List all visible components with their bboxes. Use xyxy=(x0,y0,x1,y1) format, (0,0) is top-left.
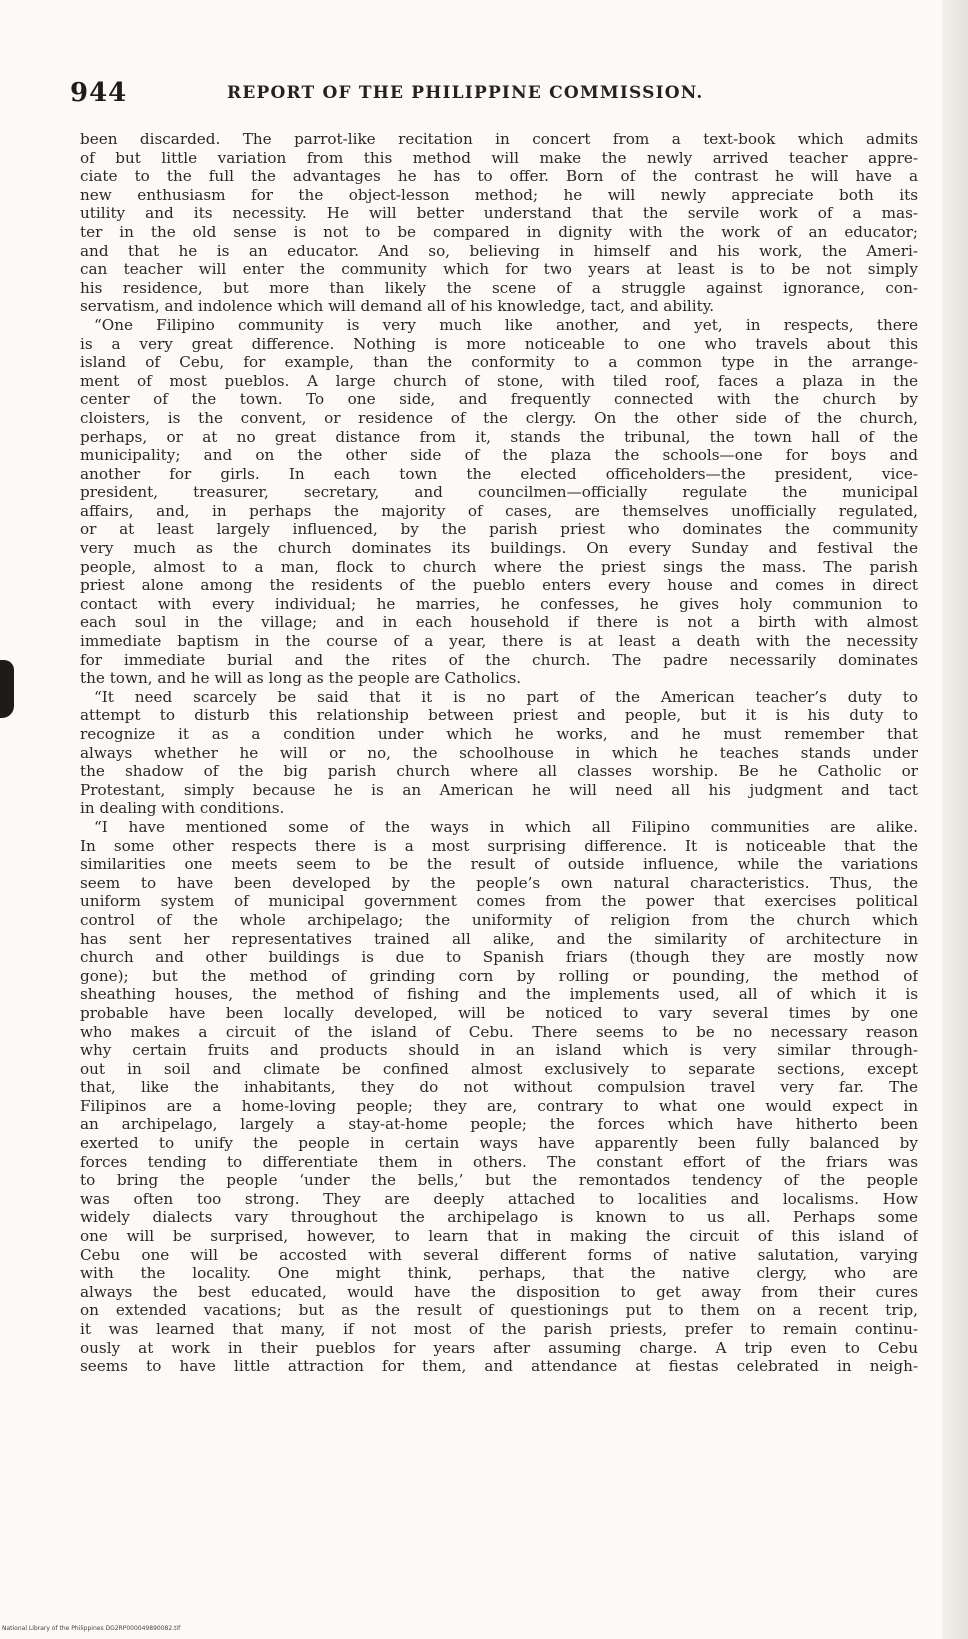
text-line: recognize it as a condition under which he works, and he must remember that xyxy=(80,725,918,743)
text-line: one will be surprised, however, to learn that in making the circuit of this island of xyxy=(80,1227,918,1246)
text-line: ciate to the full the advantages he has to offer. Born of the contrast he will have a xyxy=(80,167,918,186)
text-line: affairs, and, in perhaps the majority of cases, are themselves unofficially regulated, xyxy=(80,501,918,520)
text-line: been discarded. The parrot-like recitation in concert from a text-book which admits xyxy=(80,130,918,148)
text-line: for immediate burial and the rites of the church. The padre necessarily dominates xyxy=(80,650,918,669)
text-line: utility and its necessity. He will better understand that the servile work of a mas- xyxy=(80,204,918,223)
text-line: on extended vacations; but as the result of questionings put to them on a recent trip, xyxy=(80,1301,918,1320)
text-line: servatism, and indolence which will demand all of his knowledge, tact, and ability. xyxy=(80,297,715,316)
text-line: exerted to unify the people in certain ways have apparently been fully balanced by xyxy=(80,1134,918,1153)
text-line: was often too strong. They are deeply attached to localities and localisms. How xyxy=(80,1189,918,1208)
text-line: In some other respects there is a most surprising difference. It is noticeable that the xyxy=(80,836,918,855)
running-head-title: REPORT OF THE PHILIPPINE COMMISSION. xyxy=(227,83,704,103)
text-line: immediate baptism in the course of a year, there is at least a death with the necessity xyxy=(80,632,918,651)
text-line: out in soil and climate be confined almost exclusively to separate sections, except xyxy=(80,1059,918,1078)
text-line: president, treasurer, secretary, and councilmen—officially regulate the municipal xyxy=(80,483,918,502)
text-line: priest alone among the residents of the pueblo enters every house and comes in direct xyxy=(80,576,918,595)
page-number: 944 xyxy=(70,78,128,108)
text-line: “I have mentioned some of the ways in which all Filipino communities are alike. xyxy=(94,817,918,836)
text-line: ter in the old sense is not to be compared in dignity with the work of an educator; xyxy=(80,222,918,241)
text-line: or at least largely influenced, by the parish priest who dominates the community xyxy=(80,520,918,539)
text-line: each soul in the village; and in each household if there is not a birth with almost xyxy=(80,613,918,632)
text-line: Filipinos are a home-loving people; they are, contrary to what one would expect in xyxy=(80,1096,918,1115)
text-line: with the locality. One might think, perhaps, that the native clergy, who are xyxy=(80,1264,918,1283)
text-line: always whether he will or no, the schoolhouse in which he teaches stands under xyxy=(80,743,918,762)
text-line: new enthusiasm for the object-lesson method; he will newly appreciate both its xyxy=(80,185,918,204)
text-line: is a very great difference. Nothing is more noticeable to one who travels about this xyxy=(80,334,918,353)
text-line: and that he is an educator. And so, believing in himself and his work, the Ameri- xyxy=(80,241,918,260)
text-line: gone); but the method of grinding corn by rolling or pounding, the method of xyxy=(80,966,918,985)
text-line: seems to have little attraction for them, and attendance at fiestas celebrated in neigh- xyxy=(80,1357,918,1376)
text-line: Cebu one will be accosted with several different forms of native salutation, varying xyxy=(80,1245,918,1264)
text-line: another for girls. In each town the elected officeholders—the president, vice- xyxy=(80,464,918,483)
text-line: similarities one meets seem to be the result of outside influence, while the variations xyxy=(80,855,918,874)
text-line: it was learned that many, if not most of the parish priests, prefer to remain continu- xyxy=(80,1320,918,1338)
text-line: cloisters, is the convent, or residence of the clergy. On the other side of the church, xyxy=(80,408,918,427)
page-edge-shadow xyxy=(942,0,968,1639)
text-line: his residence, but more than likely the scene of a struggle against ignorance, con- xyxy=(80,278,918,297)
text-line: contact with every individual; he marries, he confesses, he gives holy communion to xyxy=(80,594,918,613)
text-line: has sent her representatives trained all alike, and the similarity of architecture in xyxy=(80,929,918,948)
text-line: who makes a circuit of the island of Cebu. There seems to be no necessary reason xyxy=(80,1022,918,1041)
text-line: can teacher will enter the community which for two years at least is to be not simply xyxy=(80,260,918,279)
text-line: an archipelago, largely a stay-at-home people; the forces which have hitherto been xyxy=(80,1115,918,1134)
text-line: sheathing houses, the method of fishing and the implements used, all of which it is xyxy=(80,985,918,1004)
text-line: of but little variation from this method will make the newly arrived teacher appre- xyxy=(80,148,918,167)
text-line: why certain fruits and products should in an island which is very similar through- xyxy=(80,1041,918,1060)
text-line: center of the town. To one side, and frequently connected with the church by xyxy=(80,390,918,409)
ink-blot-mark xyxy=(0,660,14,718)
text-line: forces tending to differentiate them in others. The constant effort of the friars was xyxy=(80,1152,918,1171)
text-line: “One Filipino community is very much like another, and yet, in respects, there xyxy=(94,315,918,334)
text-line: uniform system of municipal government comes from the power that exercises political xyxy=(80,892,918,911)
text-line: island of Cebu, for example, than the conformity to a common type in the arrange- xyxy=(80,353,918,372)
text-line: in dealing with conditions. xyxy=(80,799,285,818)
text-line: probable have been locally developed, will be noticed to vary several times by one xyxy=(80,1003,918,1022)
text-line: municipality; and on the other side of the plaza the schools—one for boys and xyxy=(80,446,918,465)
scan-footer-credit: National Library of the Philippines DG2RP000049890082.tif xyxy=(2,1625,181,1632)
text-line: people, almost to a man, flock to church where the priest sings the mass. The parish xyxy=(80,557,918,576)
text-line: that, like the inhabitants, they do not without compulsion travel very far. The xyxy=(80,1078,918,1097)
text-line: the shadow of the big parish church where all classes worship. Be he Catholic or xyxy=(80,762,918,781)
text-line: seem to have been developed by the people’s own natural characteristics. Thus, the xyxy=(80,873,918,892)
text-line: the town, and he will as long as the people are Catholics. xyxy=(80,669,522,688)
page-header xyxy=(64,72,924,112)
text-line: perhaps, or at no great distance from it, stands the tribunal, the town hall of the xyxy=(80,427,918,446)
text-line: church and other buildings is due to Spanish friars (though they are mostly now xyxy=(80,948,918,967)
text-line: Protestant, simply because he is an American he will need all his judgment and tact xyxy=(80,780,918,799)
text-line: to bring the people ‘under the bells,’ but the remontados tendency of the people xyxy=(80,1171,918,1190)
body-text xyxy=(80,130,918,1376)
text-line: ously at work in their pueblos for years after assuming charge. A trip even to Cebu xyxy=(80,1338,918,1357)
text-line: widely dialects vary throughout the archipelago is known to us all. Perhaps some xyxy=(80,1208,918,1227)
text-line: control of the whole archipelago; the uniformity of religion from the church which xyxy=(80,910,918,929)
text-line: very much as the church dominates its buildings. On every Sunday and festival the xyxy=(80,539,918,558)
text-line: attempt to disturb this relationship between priest and people, but it is his duty to xyxy=(80,706,918,725)
text-line: “It need scarcely be said that it is no part of the American teacher’s duty to xyxy=(94,687,918,706)
text-line: always the best educated, would have the disposition to get away from their cures xyxy=(80,1282,918,1301)
text-line: ment of most pueblos. A large church of stone, with tiled roof, faces a plaza in the xyxy=(80,371,918,390)
